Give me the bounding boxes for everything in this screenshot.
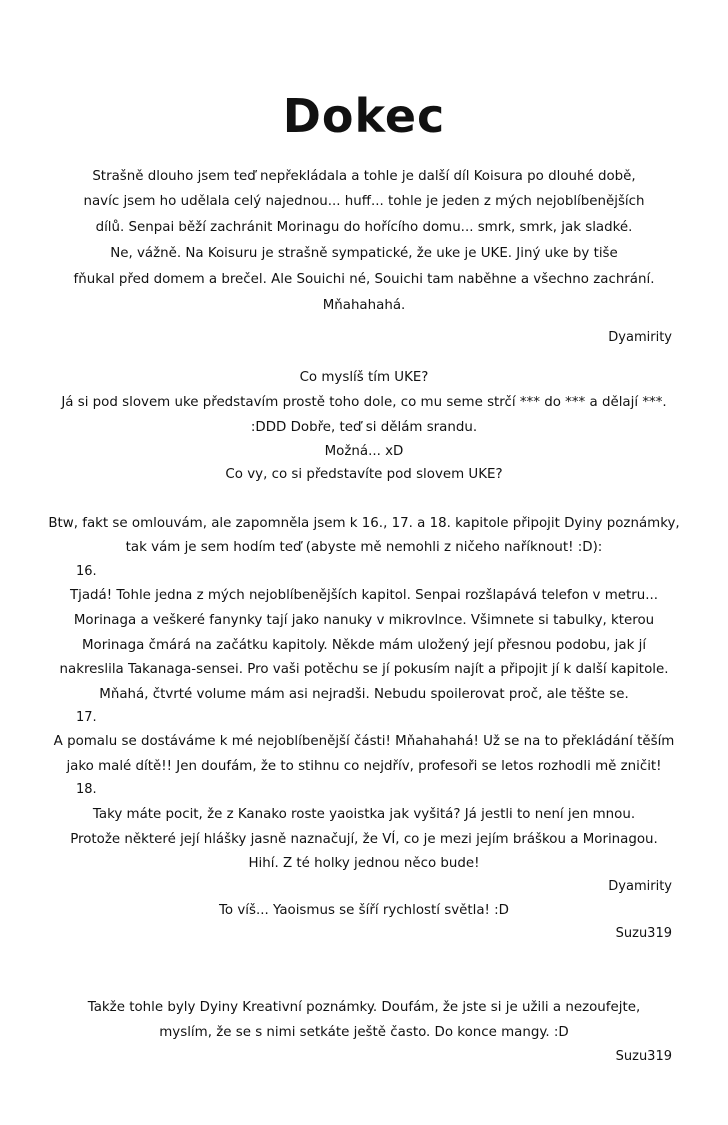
intro-line: navíc jsem ho udělala celý najednou... huff... tohle je jeden z mých nejoblíbenějších xyxy=(83,194,645,209)
chapter16-line: Morinaga a veškeré fanynky tají jako nanuky v mikrovlnce. Všimnete si tabulky, kterou xyxy=(73,613,655,628)
intro-line: dílů. Senpai běží zachránit Morinagu do hořícího domu... smrk, smrk, jak sladké. xyxy=(95,220,633,235)
chapter16-line: Morinaga čmárá na začátku kapitoly. Někde mám uložený její přesnou podobu, jak jí xyxy=(81,638,647,653)
page-title: Dokec xyxy=(282,88,446,143)
reply-line: To víš... Yaoismus se šíří rychlostí světla! :D xyxy=(218,903,509,918)
chapter18-line: Protože některé její hlášky jasně naznačují, že VÍ, co je mezi jejím bráškou a Morinagou. xyxy=(70,832,658,847)
chapter17-line: A pomalu se dostáváme k mé nejoblíbenější části! Mňahahahá! Už se na to překládání těším xyxy=(53,734,675,749)
intro-line: Ne, vážně. Na Koisuru je strašně sympatické, že uke je UKE. Jiný uke by tiše xyxy=(110,246,618,261)
btw-line: Btw, fakt se omlouvám, ale zapomněla jsem k 16., 17. a 18. kapitole připojit Dyiny poznámky, xyxy=(48,516,680,531)
chapter16-line: nakreslila Takanaga-sensei. Pro vaši potěchu se jí pokusím najít a připojit jí k další kapitole. xyxy=(59,662,669,677)
chapter18-line: Taky máte pocit, že z Kanako roste yaoistka jak vyšitá? Já jestli to není jen mnou. xyxy=(92,807,636,822)
btw-line: tak vám je sem hodím teď (abyste mě nemohli z ničeho naříknout! :D): xyxy=(125,540,603,555)
uke-note-line: Možná... xD xyxy=(324,444,404,459)
intro-line: Mňahahahá. xyxy=(322,298,406,313)
chapter18-line: Hihí. Z té holky jednou něco bude! xyxy=(248,856,480,871)
uke-note-line: Já si pod slovem uke představím prostě toho dole, co mu seme strčí *** do *** a dělají ***. xyxy=(61,395,667,410)
intro-signature: Dyamirity xyxy=(608,330,672,345)
chapter18-signature: Dyamirity xyxy=(608,879,672,894)
intro-line: fňukal před domem a brečel. Ale Souichi né, Souichi tam naběhne a všechno zachrání. xyxy=(73,272,655,287)
chapter-number: 16. xyxy=(76,564,97,579)
uke-note-line: :DDD Dobře, teď si dělám srandu. xyxy=(250,420,478,435)
reply-signature: Suzu319 xyxy=(615,926,672,941)
chapter-number: 18. xyxy=(76,782,97,797)
closing-line: myslím, že se s nimi setkáte ještě často. Do konce mangy. :D xyxy=(159,1025,569,1040)
closing-signature: Suzu319 xyxy=(615,1049,672,1064)
chapter16-line: Mňahá, čtvrté volume mám asi nejradši. Nebudu spoilerovat proč, ale těšte se. xyxy=(99,687,629,702)
chapter16-line: Tjadá! Tohle jedna z mých nejoblíbenějších kapitol. Senpai rozšlapává telefon v metru... xyxy=(69,588,659,603)
closing-line: Takže tohle byly Dyiny Kreativní poznámky. Doufám, že jste si je užili a nezoufejte, xyxy=(87,1000,641,1015)
chapter-number: 17. xyxy=(76,710,97,725)
chapter17-line: jako malé dítě!! Jen doufám, že to stihnu co nejdřív, profesoři se letos rozhodli mě zničit! xyxy=(66,759,662,774)
uke-note-line: Co myslíš tím UKE? xyxy=(299,370,429,385)
uke-note-line: Co vy, co si představíte pod slovem UKE? xyxy=(225,467,503,482)
intro-line: Strašně dlouho jsem teď nepřekládala a tohle je další díl Koisura po dlouhé době, xyxy=(92,169,636,184)
